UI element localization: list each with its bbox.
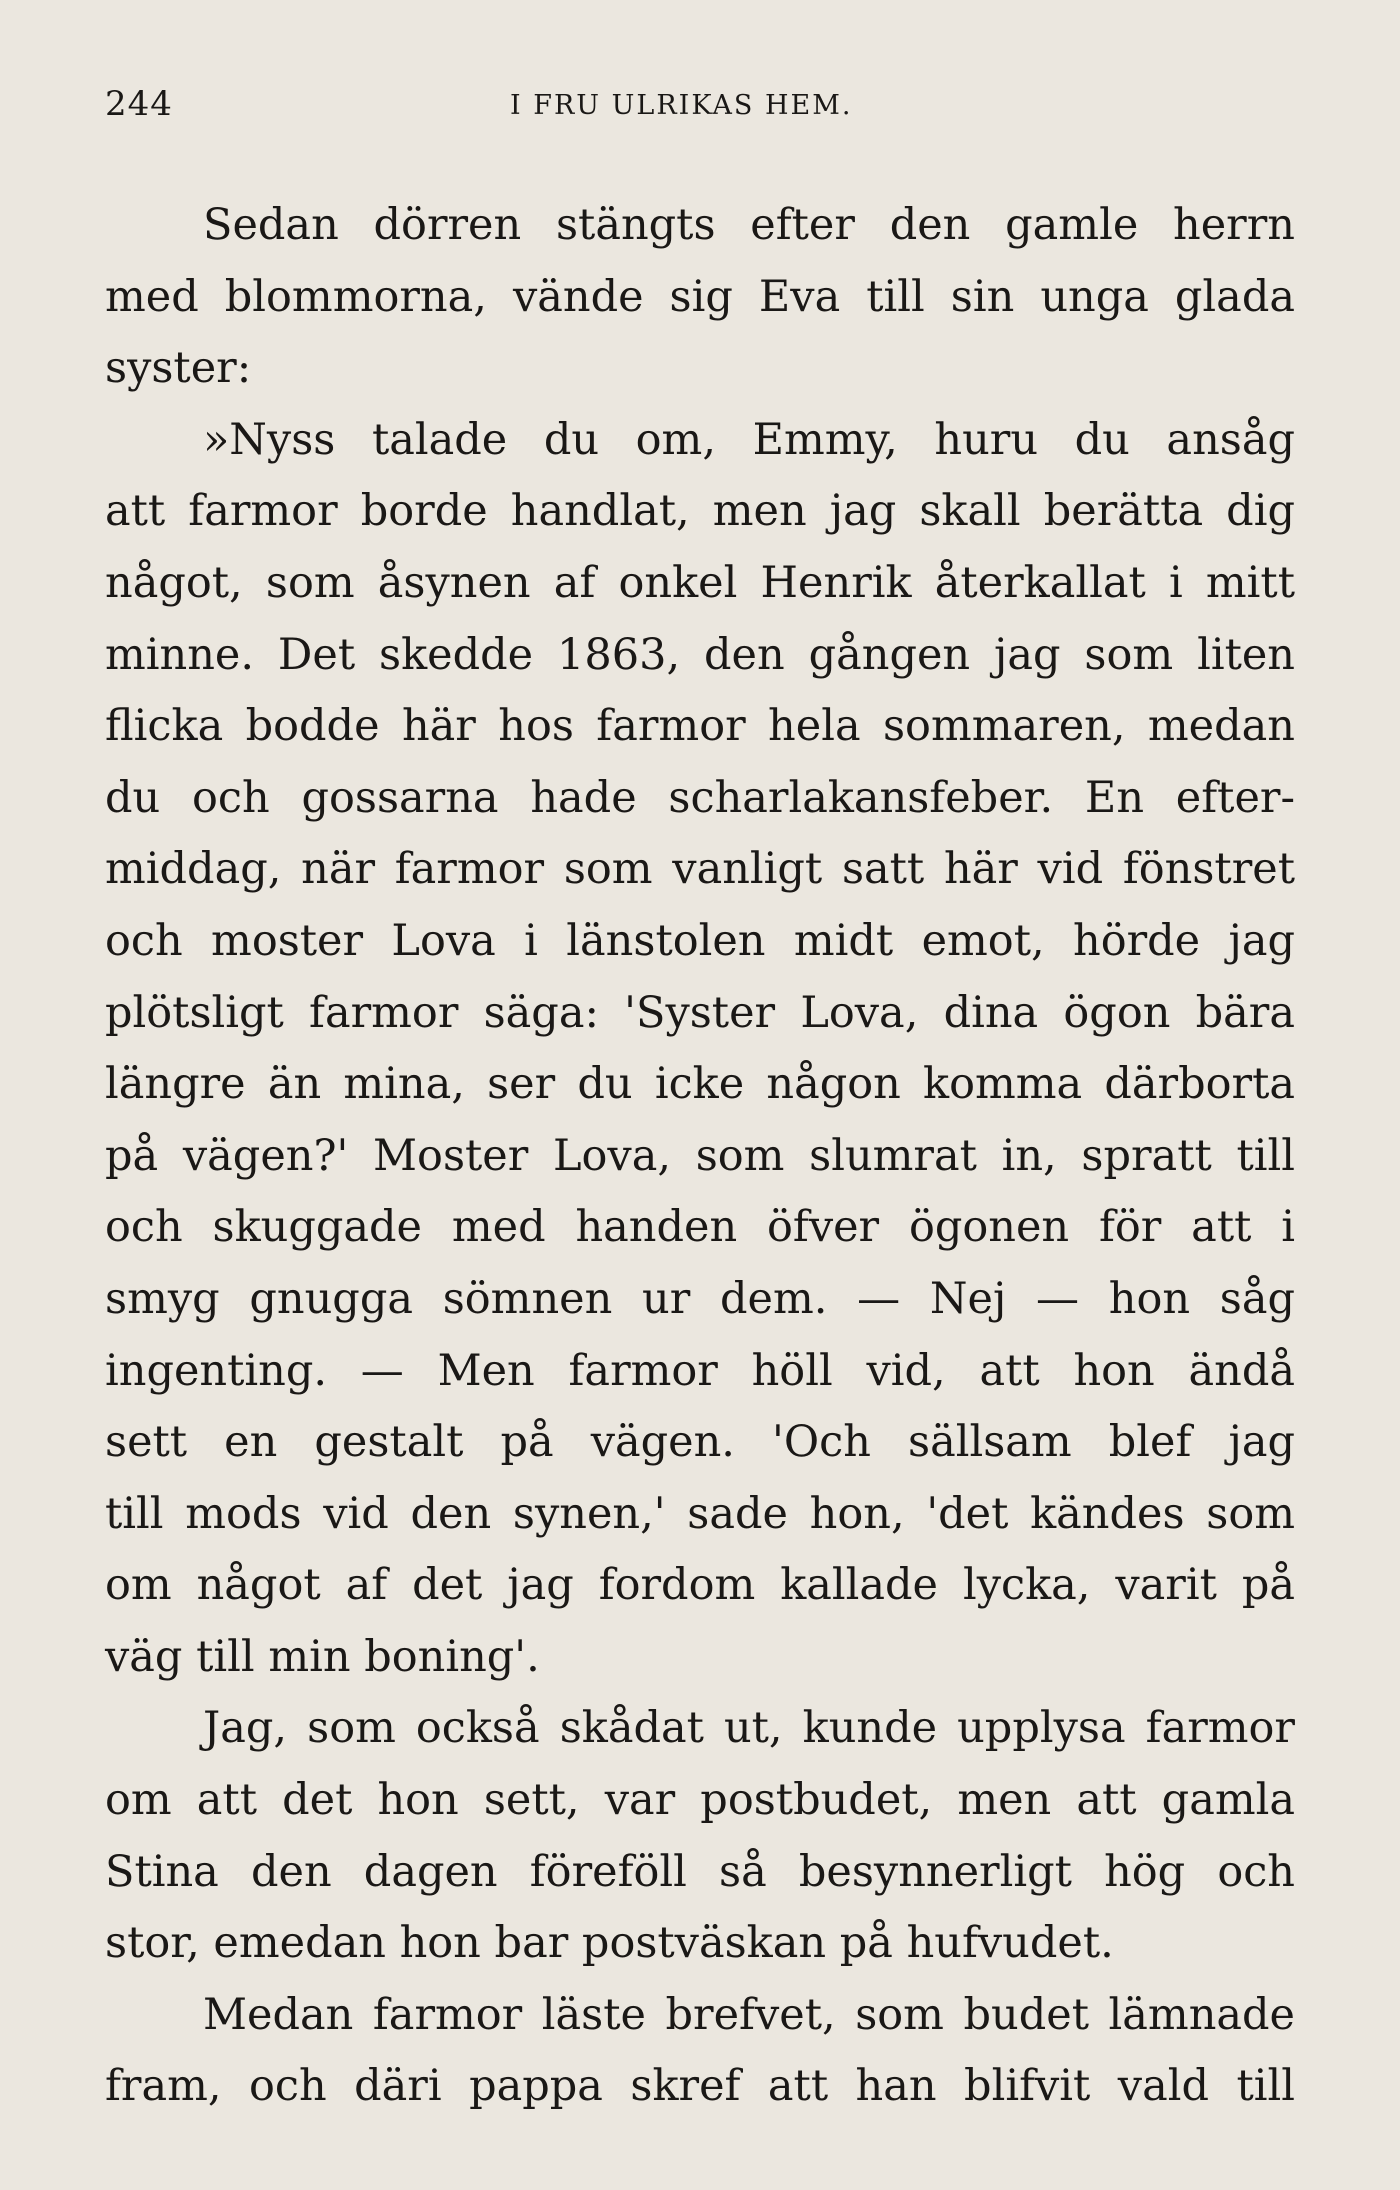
- text-line: att farmor borde handlat, men jag skall berätta dig: [105, 486, 1295, 537]
- text-line: på vägen?' Moster Lova, som slumrat in, spratt till: [105, 1130, 1295, 1181]
- page-number: 244: [105, 84, 173, 124]
- text-line: »Nyss talade du om, Emmy, huru du ansåg: [203, 414, 1295, 465]
- text-line: till mods vid den synen,' sade hon, 'det kändes som: [105, 1488, 1295, 1539]
- text-line: om något af det jag fordom kallade lycka, varit på: [105, 1560, 1295, 1611]
- text-line: smyg gnugga sömnen ur dem. — Nej — hon såg: [105, 1273, 1295, 1324]
- text-line: Medan farmor läste brefvet, som budet lämnade: [203, 1989, 1295, 2040]
- text-line: något, som åsynen af onkel Henrik återkallat i mitt: [105, 557, 1295, 608]
- text-line: Stina den dagen föreföll så besynnerligt hög och: [105, 1846, 1295, 1897]
- text-line: Jag, som också skådat ut, kunde upplysa farmor: [203, 1703, 1295, 1754]
- text-line: flicka bodde här hos farmor hela sommaren, medan: [105, 701, 1295, 752]
- body-text: [105, 190, 1295, 2123]
- text-line: ingenting. — Men farmor höll vid, att hon ändå: [105, 1345, 1295, 1396]
- text-line: om att det hon sett, var postbudet, men att gamla: [105, 1775, 1295, 1826]
- text-line: fram, och däri pappa skref att han blifvit vald till: [105, 2061, 1295, 2112]
- text-line: stor, emedan hon bar postväskan på hufvudet.: [105, 1918, 1114, 1969]
- text-line: och skuggade med handen öfver ögonen för att i: [105, 1202, 1295, 1253]
- text-line: middag, när farmor som vanligt satt här vid fönstret: [105, 844, 1295, 895]
- running-head: I FRU ULRIKAS HEM.: [510, 90, 853, 121]
- text-line: med blommorna, vände sig Eva till sin unga glada: [105, 271, 1295, 322]
- page-header: [105, 84, 1295, 134]
- text-line: Sedan dörren stängts efter den gamle herrn: [203, 200, 1295, 250]
- text-line: väg till min boning'.: [105, 1631, 540, 1682]
- text-line: du och gossarna hade scharlakansfeber. En efter-: [105, 772, 1295, 823]
- text-line: och moster Lova i länstolen midt emot, hörde jag: [105, 915, 1295, 966]
- text-line: minne. Det skedde 1863, den gången jag som liten: [105, 629, 1295, 680]
- text-line: sett en gestalt på vägen. 'Och sällsam blef jag: [105, 1417, 1295, 1468]
- text-line: längre än mina, ser du icke någon komma därborta: [105, 1059, 1295, 1110]
- text-line: syster:: [105, 343, 252, 394]
- text-line: plötsligt farmor säga: 'Syster Lova, dina ögon bära: [105, 987, 1295, 1038]
